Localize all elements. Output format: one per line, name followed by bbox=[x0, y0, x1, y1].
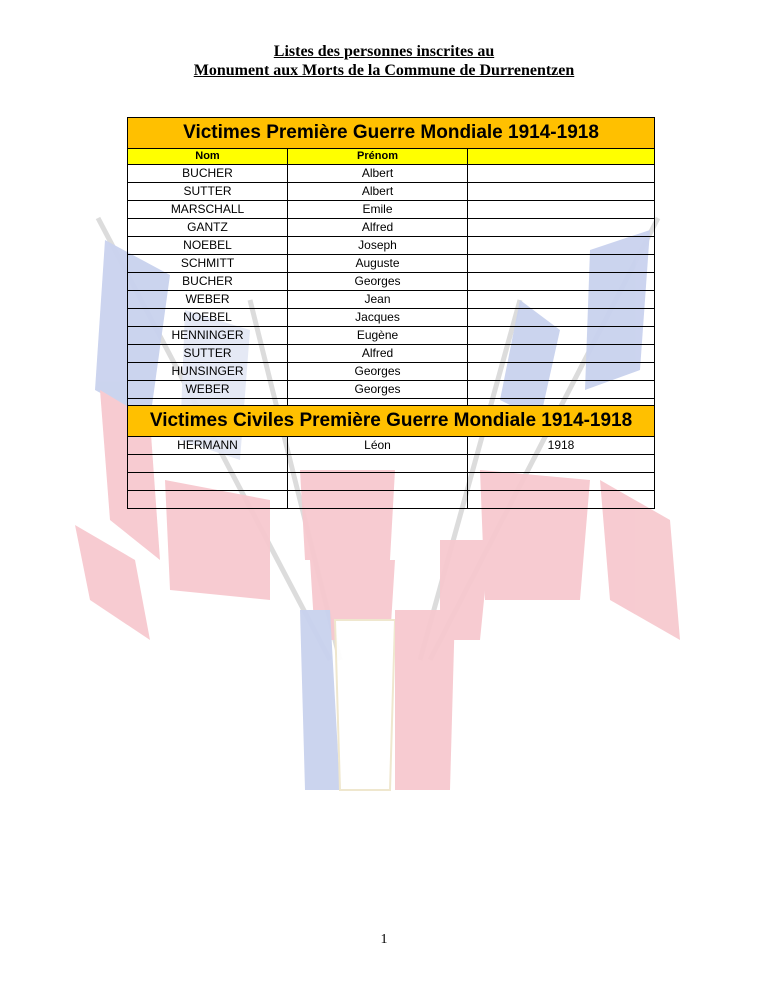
table-row bbox=[128, 491, 655, 509]
cell-extra bbox=[468, 491, 655, 509]
cell-prenom: Léon bbox=[288, 437, 468, 455]
cell-nom: NOEBEL bbox=[128, 309, 288, 327]
cell-extra: 1918 bbox=[468, 437, 655, 455]
table-row bbox=[128, 363, 655, 381]
cell-prenom: Auguste bbox=[288, 255, 468, 273]
page-number: 1 bbox=[380, 932, 388, 947]
table-row bbox=[128, 165, 655, 183]
empty-cell bbox=[288, 399, 468, 406]
cell-nom: SUTTER bbox=[128, 183, 288, 201]
cell-extra bbox=[468, 255, 655, 273]
cell-nom: BUCHER bbox=[128, 273, 288, 291]
cell-extra bbox=[468, 363, 655, 381]
table-row bbox=[128, 381, 655, 399]
cell-nom: GANTZ bbox=[128, 219, 288, 237]
table-row bbox=[128, 455, 655, 473]
cell-prenom: Eugène bbox=[288, 327, 468, 345]
table-row bbox=[128, 237, 655, 255]
cell-extra bbox=[468, 183, 655, 201]
table-row bbox=[128, 219, 655, 237]
cell-extra bbox=[468, 165, 655, 183]
memorial-table bbox=[127, 117, 655, 509]
cell-extra bbox=[468, 291, 655, 309]
cell-nom: MARSCHALL bbox=[128, 201, 288, 219]
section-2-title-row bbox=[128, 406, 655, 437]
cell-nom: WEBER bbox=[128, 291, 288, 309]
cell-prenom: Albert bbox=[288, 183, 468, 201]
cell-extra bbox=[468, 273, 655, 291]
column-header-extra bbox=[468, 149, 655, 165]
cell-nom: NOEBEL bbox=[128, 237, 288, 255]
page-title-line-1: Listes des personnes inscrites au bbox=[273, 43, 495, 60]
cell-nom bbox=[128, 473, 288, 491]
cell-prenom bbox=[288, 473, 468, 491]
table-row bbox=[128, 291, 655, 309]
cell-nom bbox=[128, 491, 288, 509]
cell-extra bbox=[468, 473, 655, 491]
cell-prenom: Jean bbox=[288, 291, 468, 309]
empty-cell bbox=[468, 399, 655, 406]
cell-prenom: Alfred bbox=[288, 345, 468, 363]
table-row bbox=[128, 327, 655, 345]
cell-extra bbox=[468, 381, 655, 399]
column-header-nom: Nom bbox=[128, 149, 288, 165]
table-row bbox=[128, 473, 655, 491]
cell-nom: HENNINGER bbox=[128, 327, 288, 345]
cell-prenom bbox=[288, 491, 468, 509]
section-1-title: Victimes Première Guerre Mondiale 1914-1918 bbox=[128, 118, 655, 149]
cell-prenom: Georges bbox=[288, 273, 468, 291]
table-row bbox=[128, 309, 655, 327]
table-row bbox=[128, 183, 655, 201]
column-header-row bbox=[128, 149, 655, 165]
page-title-line-2: Monument aux Morts de la Commune de Durrenentzen bbox=[193, 62, 575, 79]
cell-prenom: Jacques bbox=[288, 309, 468, 327]
table-row-spacer bbox=[128, 399, 655, 406]
table-row bbox=[128, 345, 655, 363]
cell-nom: SCHMITT bbox=[128, 255, 288, 273]
page-title bbox=[0, 42, 768, 80]
cell-prenom: Albert bbox=[288, 165, 468, 183]
cell-prenom bbox=[288, 455, 468, 473]
cell-extra bbox=[468, 219, 655, 237]
column-header-prenom: Prénom bbox=[288, 149, 468, 165]
cell-extra bbox=[468, 327, 655, 345]
cell-nom bbox=[128, 455, 288, 473]
cell-extra bbox=[468, 345, 655, 363]
table-row bbox=[128, 255, 655, 273]
cell-prenom: Joseph bbox=[288, 237, 468, 255]
cell-prenom: Alfred bbox=[288, 219, 468, 237]
cell-nom: SUTTER bbox=[128, 345, 288, 363]
cell-nom: BUCHER bbox=[128, 165, 288, 183]
cell-nom: HERMANN bbox=[128, 437, 288, 455]
cell-prenom: Georges bbox=[288, 381, 468, 399]
cell-prenom: Emile bbox=[288, 201, 468, 219]
table-row bbox=[128, 201, 655, 219]
cell-extra bbox=[468, 309, 655, 327]
cell-extra bbox=[468, 455, 655, 473]
cell-extra bbox=[468, 201, 655, 219]
table-row bbox=[128, 437, 655, 455]
table-row bbox=[128, 273, 655, 291]
cell-nom: WEBER bbox=[128, 381, 288, 399]
empty-cell bbox=[128, 399, 288, 406]
cell-nom: HUNSINGER bbox=[128, 363, 288, 381]
cell-prenom: Georges bbox=[288, 363, 468, 381]
cell-extra bbox=[468, 237, 655, 255]
section-2-title: Victimes Civiles Première Guerre Mondiale 1914-1918 bbox=[128, 406, 655, 437]
section-1-title-row bbox=[128, 118, 655, 149]
